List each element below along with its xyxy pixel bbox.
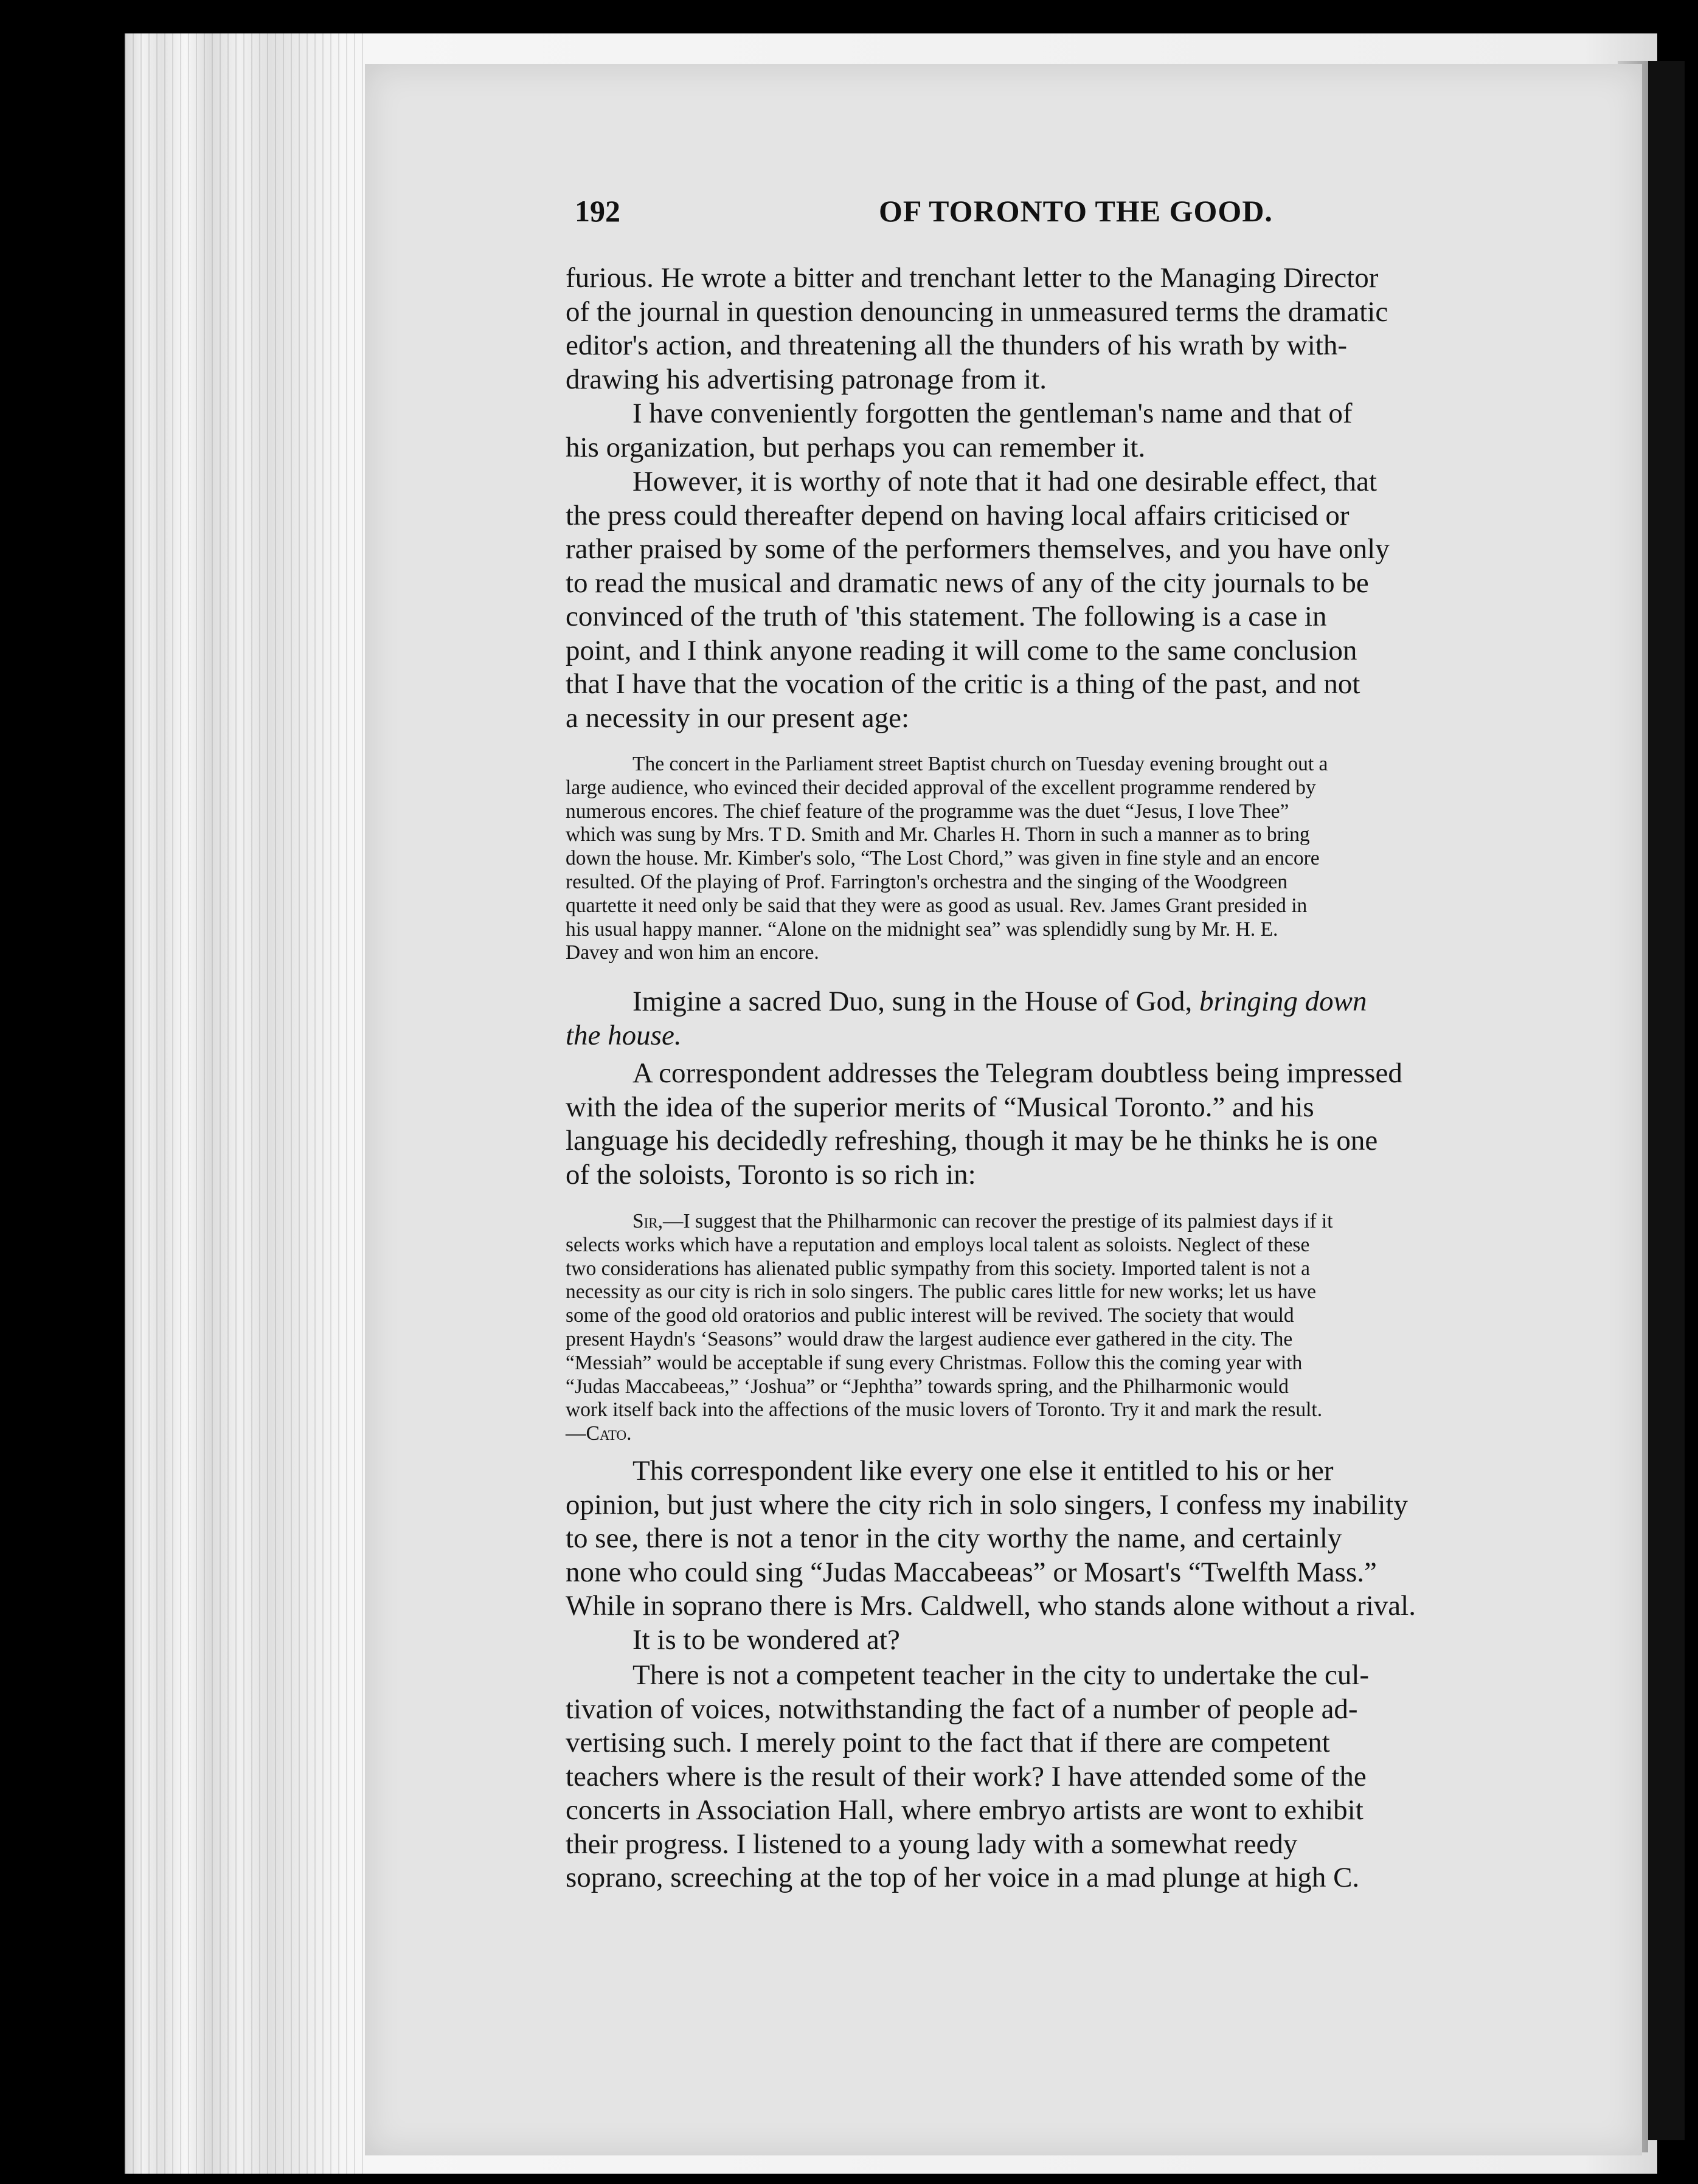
quote-line: “Messiah” would be acceptable if sung every Christmas. Follow this the coming year with	[566, 1351, 1303, 1374]
text-line: It is to be wondered at?	[632, 1624, 900, 1656]
text-line: to read the musical and dramatic news of any of the city journals to be	[566, 567, 1369, 599]
text-line: drawing his advertising patronage from it.	[566, 363, 1047, 395]
quote-line: down the house. Mr. Kimber's solo, “The Lost Chord,” was given in fine style and an encore	[566, 847, 1320, 870]
text-line: opinion, but just where the city rich in solo singers, I confess my inability	[566, 1488, 1408, 1521]
text-line	[566, 985, 1599, 1019]
text-line: a necessity in our present age:	[566, 702, 910, 734]
quote-line: which was sung by Mrs. T D. Smith and Mr. Charles H. Thorn in such a manner as to bring	[566, 823, 1310, 846]
text-line: While in soprano there is Mrs. Caldwell, who stands alone without a rival.	[566, 1590, 1416, 1622]
text-run: —	[566, 1422, 586, 1445]
paragraph-6	[566, 1454, 1599, 1623]
quote-line: large audience, who evinced their decided approval of the excellent programme rendered by	[566, 776, 1316, 799]
text-line: his organization, but perhaps you can remember it.	[566, 431, 1146, 463]
quote-line: work itself back into the affections of the music lovers of Toronto. Try it and mark the result.	[566, 1398, 1323, 1422]
text-line: editor's action, and threatening all the thunders of his wrath by with-	[566, 330, 1347, 361]
right-shadow	[1648, 61, 1685, 2140]
quote-line: present Haydn's ‘Seasons” would draw the largest audience ever gathered in the city. The	[566, 1327, 1293, 1350]
quote-line: selects works which have a reputation and employs local talent as soloists. Neglect of these	[566, 1233, 1310, 1256]
text-line: A correspondent addresses the Telegram doubtless being impressed	[632, 1057, 1402, 1089]
text-line: rather praised by some of the performers themselves, and you have only	[566, 533, 1390, 565]
paragraph-3	[566, 465, 1599, 735]
text-line: I have conveniently forgotten the gentleman's name and that of	[632, 398, 1353, 429]
text-line: soprano, screeching at the top of her voice in a mad plunge at high C.	[566, 1862, 1360, 1893]
text-line	[566, 1019, 1599, 1053]
text-line: convinced of the truth of 'this statement. The following is a case in	[566, 601, 1327, 632]
text-line: their progress. I listened to a young lady with a somewhat reedy	[566, 1828, 1298, 1860]
text-line: that I have that the vocation of the critic is a thing of the past, and not	[566, 668, 1360, 700]
quote-line: numerous encores. The chief feature of the programme was the duet “Jesus, I love Thee”	[566, 800, 1289, 823]
paragraph-5	[566, 1057, 1599, 1192]
text-line: tivation of voices, notwithstanding the fact of a number of people ad-	[566, 1693, 1358, 1725]
quote-line: Davey and won him an encore.	[566, 941, 819, 964]
quote-line: “Judas Maccabeeas,” ‘Joshua” or “Jephtha” towards spring, and the Philharmonic would	[566, 1375, 1289, 1398]
text-line: This correspondent like every one else it entitled to his or her	[632, 1455, 1334, 1487]
salutation: Sir,	[632, 1210, 664, 1232]
quote-line: his usual happy manner. “Alone on the midnight sea” was splendidly sung by Mr. H. E.	[566, 917, 1278, 941]
paragraph-4	[566, 985, 1599, 1052]
page-header	[575, 193, 1323, 236]
text-line: teachers where is the result of their work? I have attended some of the	[566, 1760, 1367, 1792]
text-line: There is not a competent teacher in the city to undertake the cul-	[632, 1659, 1370, 1691]
text-line: concerts in Association Hall, where embryo artists are wont to exhibit	[566, 1794, 1364, 1826]
text-line: vertising such. I merely point to the fact that if there are competent	[566, 1727, 1330, 1758]
paragraph-8	[566, 1659, 1599, 1895]
italic-run: bringing down	[1199, 986, 1367, 1017]
signature: Cato.	[586, 1422, 632, 1445]
text-line: of the soloists, Toronto is so rich in:	[566, 1158, 976, 1190]
quote-line: necessity as our city is rich in solo singers. The public cares little for new works; let us have	[566, 1280, 1316, 1304]
text-line: of the journal in question denouncing in unmeasured terms the dramatic	[566, 295, 1388, 328]
quote-line	[566, 1422, 1599, 1446]
italic-run: the house.	[566, 1019, 682, 1051]
quote-line: quartette it need only be said that they were as good as usual. Rev. James Grant presided in	[566, 894, 1308, 917]
text-line: furious. He wrote a bitter and trenchant letter to the Managing Director	[566, 262, 1379, 294]
text-line: the press could thereafter depend on having local affairs criticised or	[566, 499, 1350, 531]
quote-line: two considerations has alienated public sympathy from this society. Imported talent is not a	[566, 1257, 1311, 1280]
paragraph-1	[566, 261, 1599, 396]
text-line: language his decidedly refreshing, though it may be he thinks he is one	[566, 1125, 1378, 1156]
text-line: However, it is worthy of note that it had one desirable effect, that	[632, 466, 1377, 497]
quote-line	[566, 1210, 1599, 1234]
paragraph-2	[566, 397, 1599, 465]
text-run: —I suggest that the Philharmonic can recover the prestige of its palmiest days if it	[663, 1210, 1333, 1232]
paragraph-7	[566, 1623, 1599, 1657]
text-run: Imigine a sacred Duo, sung in the House of God,	[632, 986, 1199, 1017]
quoted-concert-notice	[566, 753, 1599, 965]
page-edges	[125, 33, 368, 2174]
quote-line: some of the good old oratorios and public interest will be revived. The society that would	[566, 1304, 1294, 1327]
text-line: to see, there is not a tenor in the city worthy the name, and certainly	[566, 1522, 1342, 1554]
running-head: OF TORONTO THE GOOD.	[879, 194, 1273, 228]
page-number: 192	[575, 194, 620, 228]
text-line: none who could sing “Judas Maccabeeas” or Mosart's “Twelfth Mass.”	[566, 1556, 1377, 1588]
quote-line: The concert in the Parliament street Baptist church on Tuesday evening brought out a	[632, 753, 1328, 775]
text-line: point, and I think anyone reading it will come to the same conclusion	[566, 634, 1357, 666]
text-line: with the idea of the superior merits of “Musical Toronto.” and his	[566, 1091, 1314, 1123]
quote-line: resulted. Of the playing of Prof. Farrington's orchestra and the singing of the Woodgreen	[566, 870, 1288, 893]
quoted-letter	[566, 1210, 1599, 1446]
